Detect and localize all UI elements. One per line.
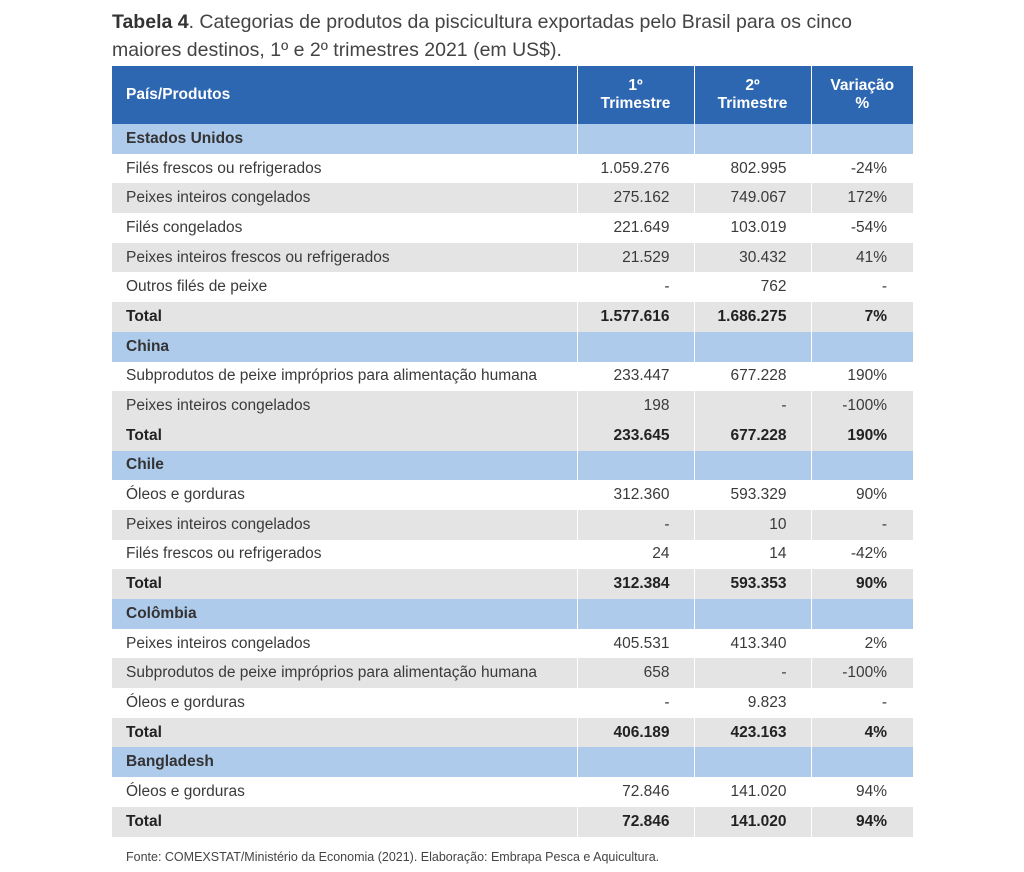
variation-cell: -24%	[811, 154, 913, 184]
group-empty-cell	[694, 451, 811, 481]
total-label: Total	[112, 807, 577, 837]
q1-cell: 312.360	[577, 480, 694, 510]
group-empty-cell	[577, 451, 694, 481]
table-row	[112, 272, 913, 302]
group-row	[112, 599, 913, 629]
total-q2-cell: 593.353	[694, 569, 811, 599]
product-cell: Óleos e gorduras	[112, 777, 577, 807]
total-label: Total	[112, 302, 577, 332]
table-row	[112, 510, 913, 540]
variation-cell: -	[811, 272, 913, 302]
table-body	[112, 124, 913, 837]
variation-cell: -	[811, 510, 913, 540]
total-row	[112, 807, 913, 837]
q1-cell: 24	[577, 540, 694, 570]
group-empty-cell	[694, 332, 811, 362]
q1-cell: 1.059.276	[577, 154, 694, 184]
table-row	[112, 154, 913, 184]
header-q1	[577, 66, 694, 124]
product-cell: Subprodutos de peixe impróprios para alimentação humana	[112, 658, 577, 688]
table-row	[112, 391, 913, 421]
total-q2-cell: 677.228	[694, 421, 811, 451]
total-q2-cell: 1.686.275	[694, 302, 811, 332]
total-q1-cell: 312.384	[577, 569, 694, 599]
q2-cell: 30.432	[694, 243, 811, 273]
total-q1-cell: 1.577.616	[577, 302, 694, 332]
total-row	[112, 302, 913, 332]
source-note: Fonte: COMEXSTAT/Ministério da Economia (2021). Elaboração: Embrapa Pesca e Aquicultura.	[126, 850, 660, 864]
group-row	[112, 451, 913, 481]
q2-cell: 802.995	[694, 154, 811, 184]
q1-cell: -	[577, 272, 694, 302]
variation-cell: 2%	[811, 629, 913, 659]
header-country-products: País/Produtos	[112, 66, 577, 124]
variation-cell: 41%	[811, 243, 913, 273]
q2-cell: 677.228	[694, 362, 811, 392]
q2-cell: 762	[694, 272, 811, 302]
product-cell: Filés frescos ou refrigerados	[112, 154, 577, 184]
table-row	[112, 362, 913, 392]
exports-table	[112, 66, 913, 837]
header-variation-line2: %	[855, 95, 870, 112]
q2-cell: 413.340	[694, 629, 811, 659]
table-row	[112, 688, 913, 718]
q1-cell: 221.649	[577, 213, 694, 243]
header-q2-line1: 2º	[745, 77, 760, 94]
q1-cell: 233.447	[577, 362, 694, 392]
product-cell: Filés congelados	[112, 213, 577, 243]
caption-label: Tabela 4	[112, 11, 189, 33]
header-row	[112, 66, 913, 124]
group-empty-cell	[694, 747, 811, 777]
total-variation-cell: 7%	[811, 302, 913, 332]
group-empty-cell	[577, 124, 694, 154]
q2-cell: 749.067	[694, 183, 811, 213]
q1-cell: -	[577, 688, 694, 718]
header-q2-line2: Trimestre	[717, 95, 788, 112]
total-q1-cell: 233.645	[577, 421, 694, 451]
total-row	[112, 421, 913, 451]
group-empty-cell	[694, 599, 811, 629]
header-variation-line1: Variação	[830, 77, 895, 94]
group-row	[112, 747, 913, 777]
q1-cell: 198	[577, 391, 694, 421]
q1-cell: 658	[577, 658, 694, 688]
q2-cell: 14	[694, 540, 811, 570]
total-label: Total	[112, 718, 577, 748]
q2-cell: 141.020	[694, 777, 811, 807]
product-cell: Óleos e gorduras	[112, 480, 577, 510]
variation-cell: -100%	[811, 391, 913, 421]
product-cell: Peixes inteiros congelados	[112, 629, 577, 659]
q2-cell: -	[694, 391, 811, 421]
variation-cell: 94%	[811, 777, 913, 807]
group-empty-cell	[694, 124, 811, 154]
variation-cell: 90%	[811, 480, 913, 510]
table-row	[112, 777, 913, 807]
group-empty-cell	[577, 332, 694, 362]
total-label: Total	[112, 421, 577, 451]
group-name: Estados Unidos	[112, 124, 577, 154]
group-empty-cell	[577, 747, 694, 777]
variation-cell: -100%	[811, 658, 913, 688]
group-empty-cell	[811, 124, 913, 154]
total-variation-cell: 94%	[811, 807, 913, 837]
q2-cell: 593.329	[694, 480, 811, 510]
table-row	[112, 629, 913, 659]
product-cell: Filés frescos ou refrigerados	[112, 540, 577, 570]
total-variation-cell: 190%	[811, 421, 913, 451]
table-caption	[112, 8, 912, 64]
table-row	[112, 540, 913, 570]
table-row	[112, 658, 913, 688]
product-cell: Peixes inteiros congelados	[112, 183, 577, 213]
total-variation-cell: 4%	[811, 718, 913, 748]
table-row	[112, 243, 913, 273]
q1-cell: 72.846	[577, 777, 694, 807]
product-cell: Peixes inteiros frescos ou refrigerados	[112, 243, 577, 273]
variation-cell: 172%	[811, 183, 913, 213]
group-name: Colômbia	[112, 599, 577, 629]
group-empty-cell	[811, 451, 913, 481]
header-q1-line1: 1º	[628, 77, 643, 94]
total-q2-cell: 141.020	[694, 807, 811, 837]
total-label: Total	[112, 569, 577, 599]
group-row	[112, 124, 913, 154]
table-row	[112, 183, 913, 213]
product-cell: Peixes inteiros congelados	[112, 391, 577, 421]
total-row	[112, 718, 913, 748]
q2-cell: 103.019	[694, 213, 811, 243]
product-cell: Peixes inteiros congelados	[112, 510, 577, 540]
header-q1-line2: Trimestre	[600, 95, 671, 112]
product-cell: Subprodutos de peixe impróprios para alimentação humana	[112, 362, 577, 392]
variation-cell: -42%	[811, 540, 913, 570]
total-variation-cell: 90%	[811, 569, 913, 599]
group-name: Bangladesh	[112, 747, 577, 777]
product-cell: Óleos e gorduras	[112, 688, 577, 718]
table-row	[112, 213, 913, 243]
total-q2-cell: 423.163	[694, 718, 811, 748]
q1-cell: 21.529	[577, 243, 694, 273]
group-name: China	[112, 332, 577, 362]
group-empty-cell	[577, 599, 694, 629]
caption-text: . Categorias de produtos da piscicultura exportadas pelo Brasil para os cinco maiores destinos, 1º e 2º trimestres 2021 (em US$).	[112, 11, 852, 61]
total-row	[112, 569, 913, 599]
variation-cell: 190%	[811, 362, 913, 392]
product-cell: Outros filés de peixe	[112, 272, 577, 302]
group-row	[112, 332, 913, 362]
group-empty-cell	[811, 747, 913, 777]
table-row	[112, 480, 913, 510]
q1-cell: -	[577, 510, 694, 540]
variation-cell: -54%	[811, 213, 913, 243]
total-q1-cell: 406.189	[577, 718, 694, 748]
header-q2	[694, 66, 811, 124]
group-name: Chile	[112, 451, 577, 481]
q2-cell: 9.823	[694, 688, 811, 718]
header-variation	[811, 66, 913, 124]
group-empty-cell	[811, 599, 913, 629]
total-q1-cell: 72.846	[577, 807, 694, 837]
q2-cell: -	[694, 658, 811, 688]
group-empty-cell	[811, 332, 913, 362]
q1-cell: 405.531	[577, 629, 694, 659]
q1-cell: 275.162	[577, 183, 694, 213]
q2-cell: 10	[694, 510, 811, 540]
variation-cell: -	[811, 688, 913, 718]
